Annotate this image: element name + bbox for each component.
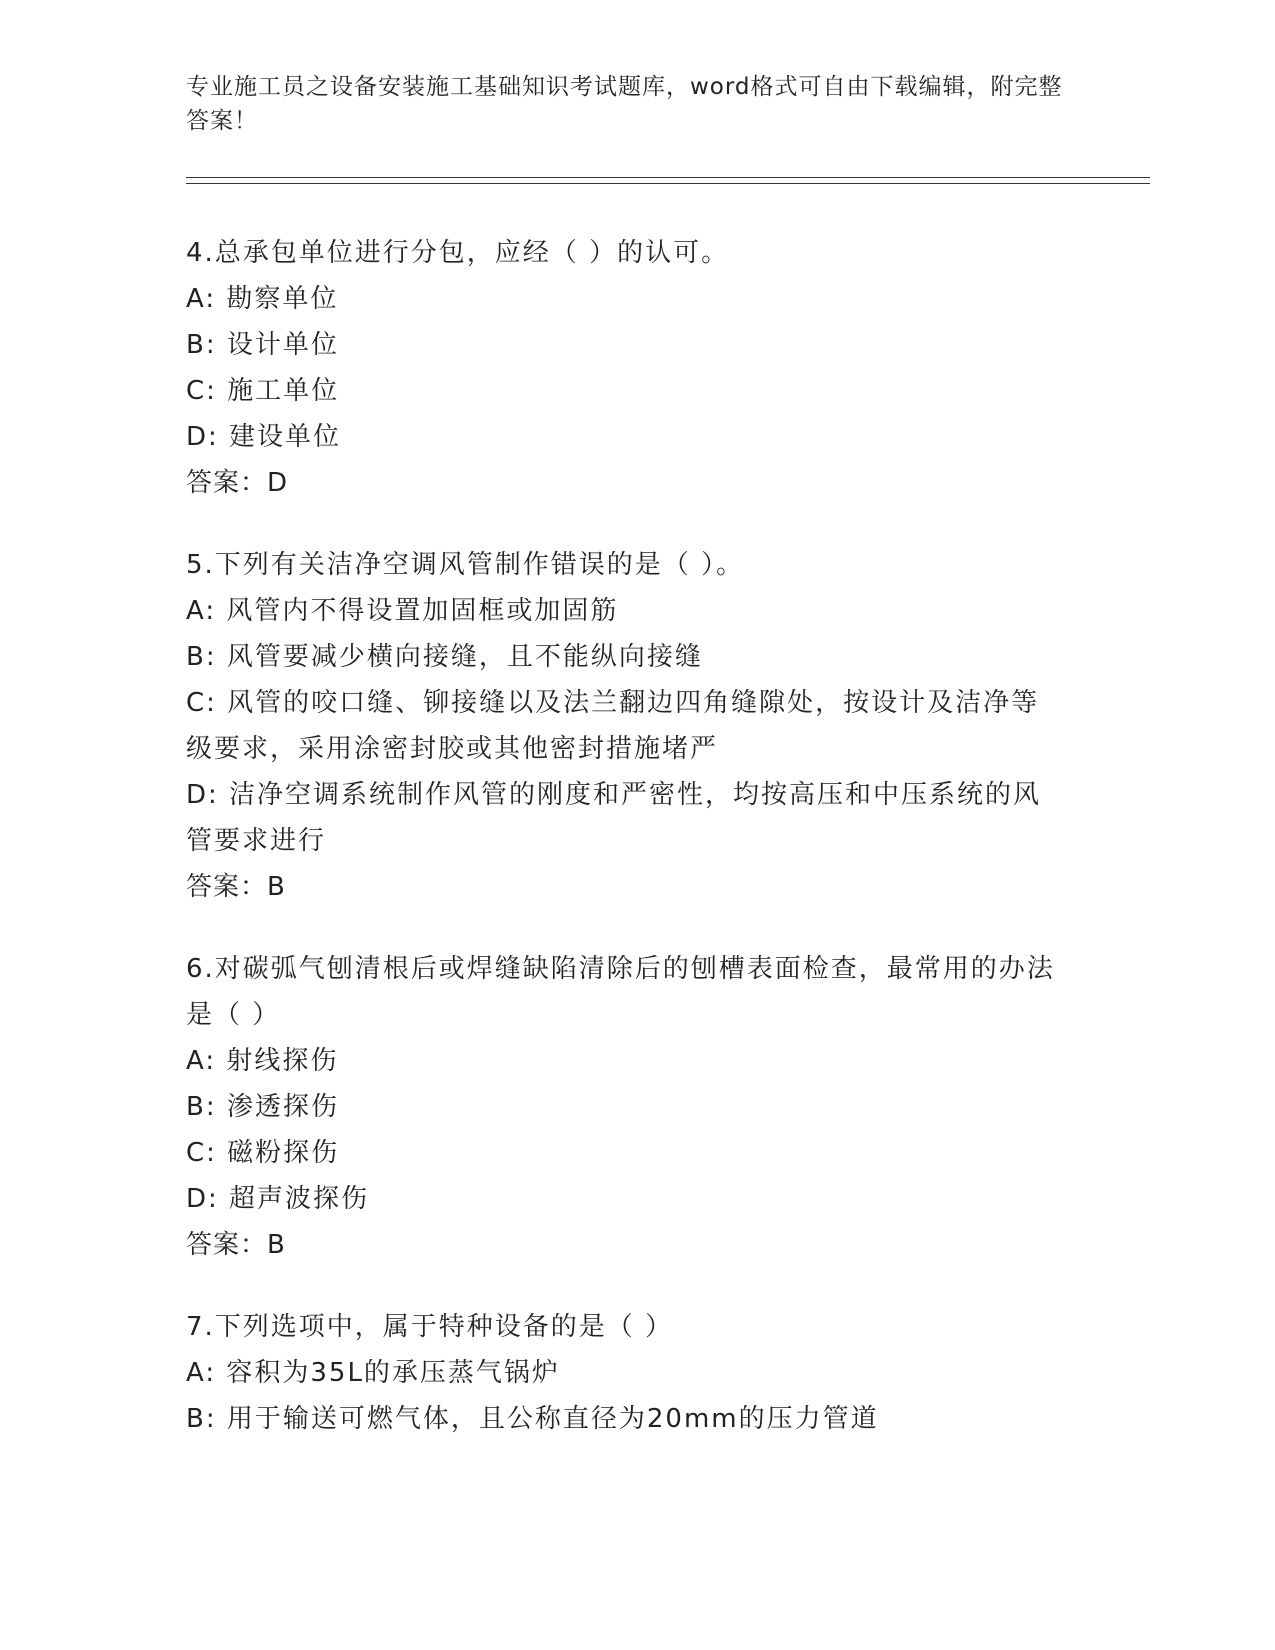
option-c: C: 风管的咬口缝、铆接缝以及法兰翻边四角缝隙处，按设计及洁净等级要求，采用涂密封胶或其他密封措施堵严 [186,688,1040,764]
option-d: D: 超声波探伤 [186,1184,370,1214]
question-stem: 4.总承包单位进行分包，应经（ ）的认可。 [186,238,730,268]
option-c: C: 施工单位 [186,376,340,406]
question-stem: 5.下列有关洁净空调风管制作错误的是（ ）。 [186,550,745,580]
option-a: A: 容积为35L的承压蒸气锅炉 [186,1358,560,1388]
answer: 答案：B [186,872,286,902]
option-b: B: 设计单位 [186,330,339,360]
option-b: B: 用于输送可燃气体，且公称直径为20mm的压力管道 [186,1404,879,1434]
option-d: D: 建设单位 [186,422,342,452]
document-header: 专业施工员之设备安装施工基础知识考试题库，word格式可自由下载编辑，附完整答案！ [186,74,1063,134]
question-7 [186,1304,1066,1442]
answer: 答案：D [186,468,289,498]
answer: 答案：B [186,1230,286,1260]
question-4 [186,230,1066,506]
option-b: B: 风管要减少横向接缝，且不能纵向接缝 [186,642,703,672]
option-a: A: 勘察单位 [186,284,339,314]
option-b: B: 渗透探伤 [186,1092,339,1122]
option-c: C: 磁粉探伤 [186,1138,340,1168]
option-a: A: 射线探伤 [186,1046,339,1076]
option-d: D: 洁净空调系统制作风管的刚度和严密性，均按高压和中压系统的风管要求进行 [186,780,1042,856]
question-stem: 7.下列选项中，属于特种设备的是（ ） [186,1312,674,1342]
question-6 [186,946,1066,1268]
header-divider-top [186,177,1150,178]
question-5 [186,542,1066,910]
question-stem: 6.对碳弧气刨清根后或焊缝缺陷清除后的刨槽表面检查，最常用的办法是（ ） [186,954,1055,1030]
option-a: A: 风管内不得设置加固框或加固筋 [186,596,619,626]
question-list [186,230,1066,1478]
header-divider-bottom [186,183,1150,184]
